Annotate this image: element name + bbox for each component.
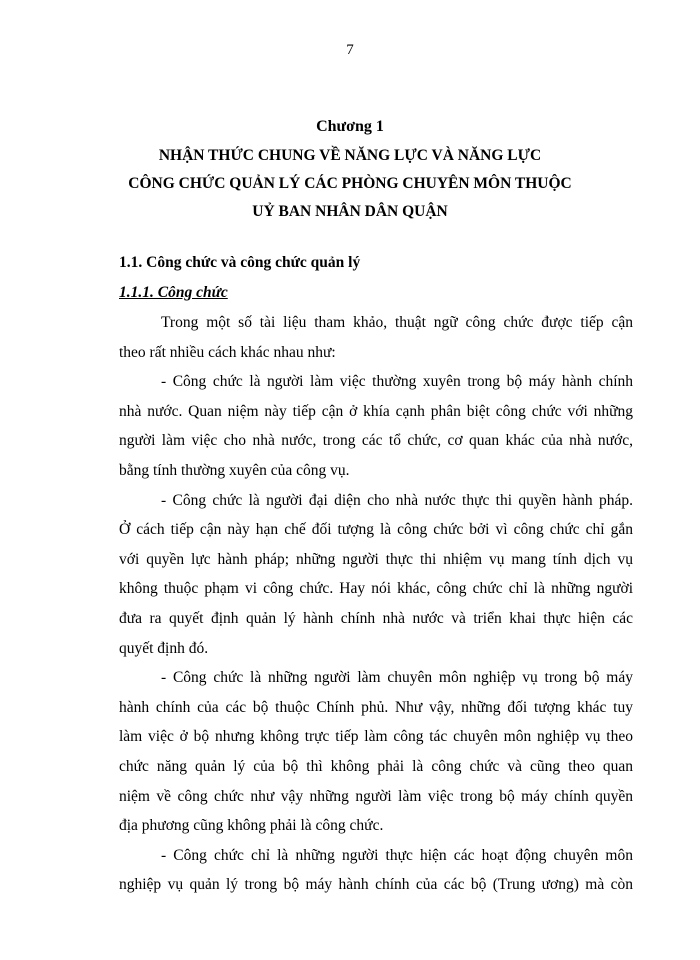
paragraph-line: niệm về công chức như vậy những người làm việc trong bộ máy chính quyền <box>119 787 633 805</box>
paragraph-line: chức năng quản lý của bộ thì không phải là công chức và cũng theo quan <box>119 757 633 775</box>
chapter-title-line: UỶ BAN NHÂN DÂN QUẬN <box>252 203 448 220</box>
paragraph-line: - Công chức chỉ là những người thực hiện các hoạt động chuyên môn <box>161 846 633 864</box>
paragraph-line: với quyền lực hành pháp; những người thực thi nhiệm vụ mang tính dịch vụ <box>119 550 633 568</box>
paragraph-line: người làm việc cho nhà nước, trong các tổ chức, cơ quan khác của nhà nước, <box>119 432 633 450</box>
paragraph <box>119 367 633 485</box>
chapter-header <box>0 116 700 226</box>
paragraph-line: - Công chức là những người làm chuyên môn nghiệp vụ trong bộ máy <box>161 669 633 687</box>
paragraph-line: đưa ra quyết định quản lý hành chính nhà nước và triển khai thực hiện các <box>119 609 633 627</box>
paragraph-line: - Công chức là người đại diện cho nhà nước thực thi quyền hành pháp. <box>161 491 633 509</box>
paragraph-line: theo rất nhiều cách khác nhau như: <box>119 343 336 361</box>
paragraph-line: quyết định đó. <box>119 639 209 657</box>
paragraph-line: bằng tính thường xuyên của công vụ. <box>119 461 350 479</box>
paragraph-line: - Công chức là người làm việc thường xuyên trong bộ máy hành chính <box>161 373 633 391</box>
paragraph-line: nghiệp vụ quản lý trong bộ máy hành chính của các bộ (Trung ương) mà còn <box>119 876 633 894</box>
paragraph-line: không thuộc phạm vi công chức. Hay nói khác, công chức chỉ là những người <box>119 580 633 598</box>
paragraph <box>119 308 633 367</box>
paragraph <box>119 663 633 841</box>
paragraph-line: làm việc ở bộ nhưng không trực tiếp làm công tác chuyên môn nghiệp vụ theo <box>119 728 633 746</box>
paragraph <box>119 841 633 900</box>
document-body <box>119 248 633 900</box>
paragraph-line: Trong một số tài liệu tham khảo, thuật ngữ công chức được tiếp cận <box>161 314 633 331</box>
page-number: 7 <box>346 42 354 58</box>
paragraph-line: Ở cách tiếp cận này hạn chế đối tượng là công chức bởi vì công chức chỉ gắn <box>119 521 633 539</box>
subsection-heading: 1.1.1. Công chức <box>119 284 228 301</box>
paragraph-line: địa phương cũng không phải là công chức. <box>119 817 384 835</box>
chapter-label: Chương 1 <box>316 118 384 135</box>
chapter-title-line: CÔNG CHỨC QUẢN LÝ CÁC PHÒNG CHUYÊN MÔN THUỘC <box>128 175 572 192</box>
paragraph <box>119 486 633 664</box>
paragraph-line: hành chính của các bộ thuộc Chính phủ. Như vậy, những đối tượng khác tuy <box>119 698 633 716</box>
chapter-title <box>0 142 700 226</box>
section-heading: 1.1. Công chức và công chức quản lý <box>119 254 361 271</box>
chapter-title-line: NHẬN THỨC CHUNG VỀ NĂNG LỰC VÀ NĂNG LỰC <box>158 147 542 164</box>
paragraph-line: nhà nước. Quan niệm này tiếp cận ở khía cạnh phân biệt công chức với những <box>119 402 633 420</box>
